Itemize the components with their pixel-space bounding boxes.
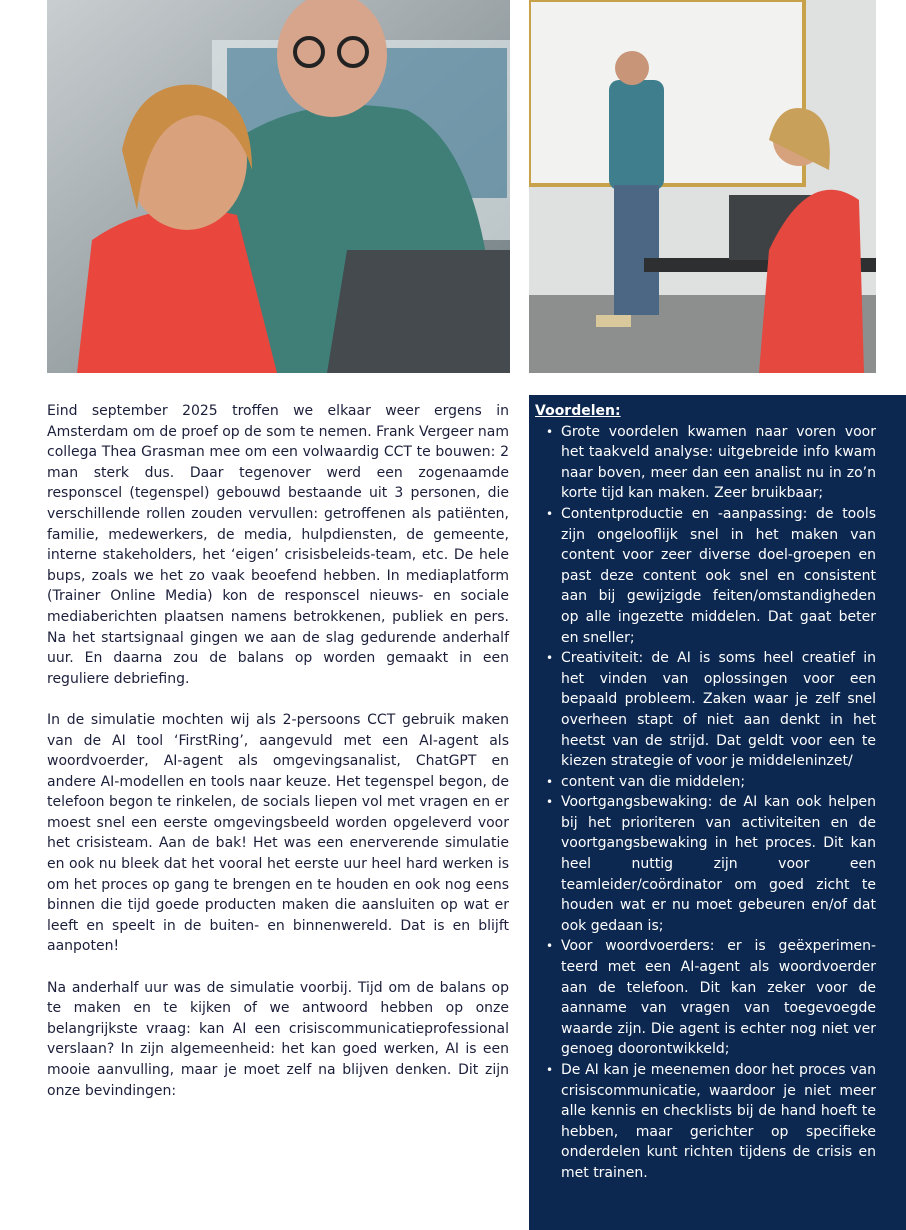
article-body xyxy=(47,401,509,1122)
article-paragraph-3: Na anderhalf uur was de simulatie voorbij. Tijd om de balans op te maken en te kijken of we antwoord hebben op onze belangrijkste vraag: kan AI een crisiscommunicatieprofessional verslaan? In zijn algemeenheid: het kan goed werken, AI is een mooie aanvulling, maar je moet zelf na blijven denken. Dit zijn onze bevindingen: xyxy=(47,979,509,1099)
voordelen-heading: Voordelen: xyxy=(535,403,621,419)
list-item: • Contentproductie en -aanpassing: de tools zijn ongelooflijk snel in het maken van content voor zeer diverse doel-groepen en past deze content ook snel en consistent aan bij gewijzigde feiten/omstandigheden op alle ingezette middelen. Dat gaat beter en sneller; xyxy=(561,504,876,648)
list-item: • De AI kan je meenemen door het proces van crisiscommunicatie, waardoor je niet meer alle kennis en checklists bij de hand hoeft te hebben, maar gerichter op specifieke onderdelen kunt richten tijdens de crisis en met trainen. xyxy=(561,1060,876,1184)
photo-whiteboard-session xyxy=(529,0,876,373)
list-item: • Creativiteit: de AI is soms heel creatief in het vinden van oplossingen voor een bepaald probleem. Zaken waar je zelf snel overheen stapt of niet aan denkt in het heetst van de strijd. Dat geldt voor een te kiezen strategie of voor je middeleninzet/ xyxy=(561,648,876,772)
list-item: • Voor woordvoerders: er is geëxperimen-teerd met een AI-agent als woordvoerder aan de telefoon. Dit kan zeker voor de aanname van vragen van toegevoegde waarde zijn. Die agent is echter nog niet ver genoeg doorontwikkeld; xyxy=(561,936,876,1060)
voordelen-panel xyxy=(529,395,906,1230)
list-item: • Voortgangsbewaking: de AI kan ook helpen bij het prioriteren van activiteiten en de voortgangsbewaking in het proces. Dit kan heel nuttig zijn voor een teamleider/coördinator om goed zicht te houden wat er nu moet gebeuren en/of dat ook gedaan is; xyxy=(561,792,876,936)
list-item: • content van die middelen; xyxy=(561,772,876,793)
photo-team-at-laptop xyxy=(47,0,510,373)
list-item: • Grote voordelen kwamen naar voren voor het taakveld analyse: uitgebreide info kwam naar boven, meer dan een analist nu in zo’n korte tijd kan maken. Zeer bruikbaar; xyxy=(561,422,876,504)
voordelen-list xyxy=(535,422,876,1184)
article-paragraph-1: Eind september 2025 troffen we elkaar weer ergens in Amsterdam om de proef op de som te nemen. Frank Vergeer nam collega Thea Grasman mee om een volwaardig CCT te bouwen: 2 man sterk dus. Daar tegenover werd een zogenaamde responscel (tegenspel) gebouwd bestaande uit 3 personen, die verschillende rollen zouden vervullen: getroffenen als patiënten, familie, medewerkers, de media, hulpdiensten, de gemeente, interne stakeholders, het ‘eigen’ crisisbeleids-team, etc. De hele bups, zoals we het zo vaak beoefend hebben. In mediaplatform (Trainer Online Media) kon de responscel nieuws- en sociale mediaberichten plaatsen namens betrokkenen, publiek en pers. Na het startsignaal gingen we aan de slag gedurende anderhalf uur. En daarna zou de balans op worden gemaakt in een reguliere debriefing. xyxy=(47,403,509,687)
article-paragraph-2: In de simulatie mochten wij als 2-persoons CCT gebruik maken van de AI tool ‘FirstRing’, aangevuld met een AI-agent als woordvoerder, AI-agent als omgevingsanalist, ChatGPT en andere AI-modellen en tools naar keuze. Het tegenspel begon, de telefoon begon te rinkelen, de socials liepen vol met vragen en er moest snel een eerste omgevingsbeeld worden opgeleverd voor het crisisteam. Aan de bak! Het was een enerverende simulatie en ook nu bleek dat het vooral het eerste uur heel hard werken is om het proces op gang te brengen en te houden en ook nog eens binnen die tijd goede producten maken die aansluiten op wat er leeft en speelt in de buiten- en binnenwereld. Dat is en blijft aanpoten! xyxy=(47,711,509,955)
